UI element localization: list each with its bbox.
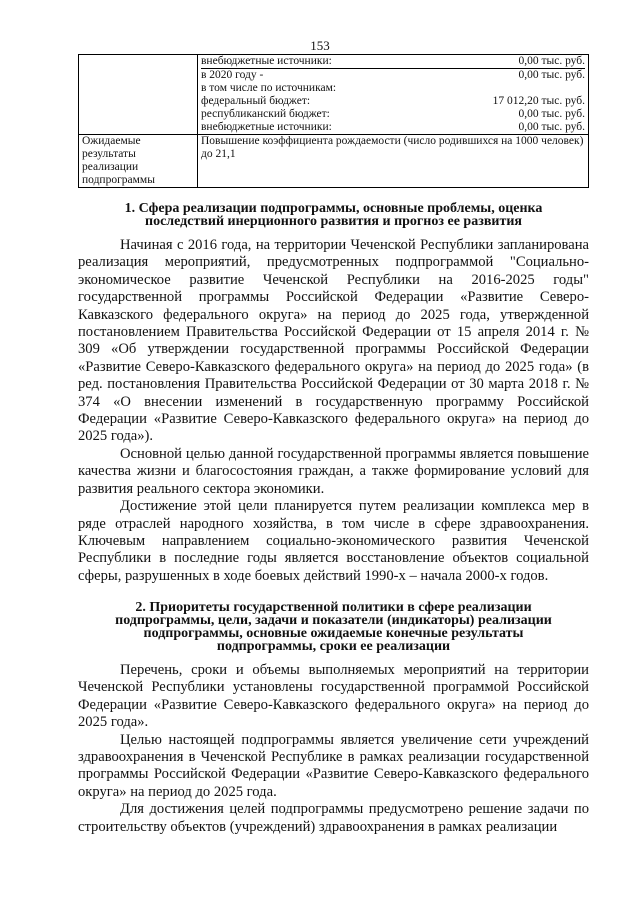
funding-line-value: 0,00 тыс. руб.	[518, 121, 585, 133]
funding-line-label: республиканский бюджет:	[201, 108, 330, 120]
funding-line-label: в том числе по источникам:	[201, 82, 337, 94]
funding-line	[201, 69, 585, 82]
funding-line-label: внебюджетные источники:	[201, 55, 332, 67]
funding-line-label: внебюджетные источники:	[201, 121, 332, 133]
section-2	[78, 601, 589, 836]
funding-row	[79, 55, 589, 135]
funding-line-value: 0,00 тыс. руб.	[518, 108, 585, 120]
section-1	[78, 202, 589, 585]
funding-line	[201, 121, 585, 134]
expected-results-value: Повышение коэффициента рождаемости (число родившихся на 1000 человек) до 21,1	[198, 135, 589, 188]
paragraph: Целью настоящей подпрограммы является увеличение сети учреждений здравоохранения в Чеченской Республике в рамках реализации государственной программы Российской Федерации «Развитие Северо-Кавказского федерального округа» на период до 2025 года.	[78, 731, 589, 800]
paragraph: Начиная с 2016 года, на территории Чеченской Республики запланирована реализация мероприятий, предусмотренных подпрограммой "Социально-экономическое развитие Чеченской Республики на 2016-2025 годы" государственной программы Российской Федерации «Развитие Северо-Кавказского федерального округа» на период до 2025 года, утвержденной постановлением Правительства Российской Федерации от 15 апреля 2014 г. № 309 «Об утверждении государственной программы Российской Федерации «Развитие Северо-Кавказского федерального округа» на период до 2025 года» (в ред. постановления Правительства Российской Федерации от 30 марта 2018 г. № 374 «О внесении изменений в государственную программу Российской Федерации «Развитие Северо-Кавказского федерального округа» на период до 2025 года»).	[78, 237, 589, 445]
expected-results-row	[79, 135, 589, 188]
section-1-heading: 1. Сфера реализации подпрограммы, основные проблемы, оценка последствий инерционного развития и прогноз ее развития	[124, 201, 543, 229]
funding-line-value: 17 012,20 тыс. руб.	[492, 95, 585, 107]
paragraph: Основной целью данной государственной программы является повышение качества жизни и благосостояния граждан, а также формирование условий для развития реального сектора экономики.	[78, 445, 589, 497]
paragraph: Перечень, сроки и объемы выполняемых мероприятий на территории Чеченской Республики установлены государственной программой Российской Федерации «Развитие Северо-Кавказского федерального округа» на период до 2025 года».	[78, 662, 589, 731]
funding-line	[201, 55, 585, 69]
section-2-heading: 2. Приоритеты государственной политики в сфере реализации подпрограммы, цели, задачи и показатели (индикаторы) реализации подпрограммы, основные ожидаемые конечные результаты подпрограммы, сроки ее реализации	[115, 600, 552, 654]
funding-line	[201, 82, 585, 95]
funding-line	[201, 108, 585, 121]
funding-line-value: 0,00 тыс. руб.	[518, 55, 585, 67]
funding-line	[201, 95, 585, 108]
funding-line-label: в 2020 году -	[201, 69, 264, 81]
expected-results-label: Ожидаемые результаты реализации подпрограммы	[79, 135, 198, 188]
subprogram-passport-table	[78, 54, 589, 188]
funding-line-value: 0,00 тыс. руб.	[518, 69, 585, 81]
page-number: 153	[310, 38, 330, 53]
empty-label-cell	[79, 55, 198, 135]
paragraph: Для достижения целей подпрограммы предусмотрено решение задачи по строительству объектов (учреждений) здравоохранения в рамках реализации	[78, 801, 589, 835]
funding-line-label: федеральный бюджет:	[201, 95, 311, 107]
paragraph: Достижение этой цели планируется путем реализации комплекса мер в ряде отраслей народного хозяйства, в том числе в сфере здравоохранения. Ключевым направлением социально-экономического развития Чеченской Республики в последние годы является восстановление объектов социальной сферы, разрушенных в ходе боевых действий 1990-х – начала 2000-х годов.	[78, 498, 589, 584]
funding-cell	[198, 55, 589, 135]
